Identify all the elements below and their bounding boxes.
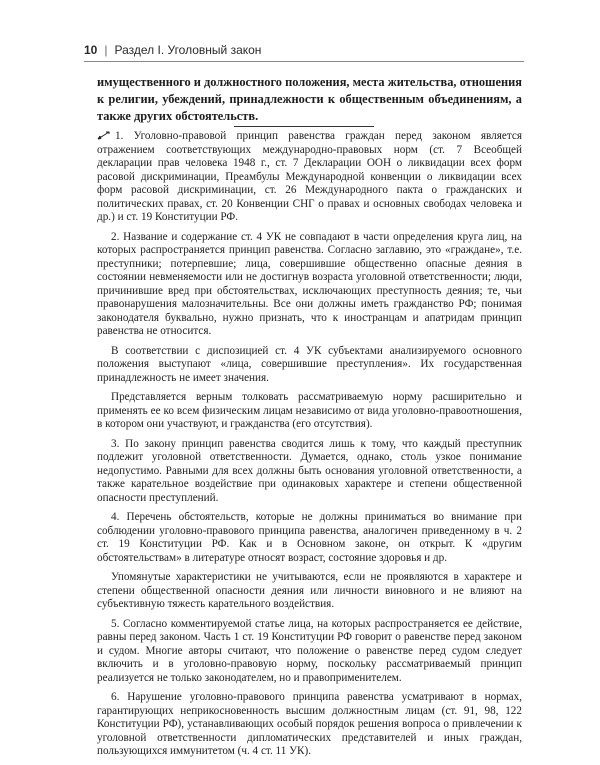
paragraph-1 [97,130,522,225]
header-separator: | [104,43,108,57]
paragraph-8: 5. Согласно комментируемой статье лица, на которых распространяется ее действие, равны перед законом. Часть 1 ст. 19 Конституции РФ говорит о равенстве перед законом и судом. Многие авторы считают, что положение о равенстве перед судом следует включить и в уголовно-правовую норму, поскольку рассматриваемый принцип реализуется не только законодателем, но и правоприменителем. [97,617,522,684]
paragraph-3: В соответствии с диспозицией ст. 4 УК субъектами анализируемого основного положения выступают «лица, совершившие преступления». Их государственная принадлежность не имеет значения. [97,344,522,384]
commentary-body [97,130,522,765]
paragraph-9: 6. Нарушение уголовно-правового принципа равенства усматривают в нормах, гарантирующих неприкосновенность высшим должностным лицам (ст. 91, 98, 122 Конституции РФ), устанавливающих особый порядок решения вопроса о привлечении к уголовной ответственности дипломатических представителей и иных граждан, пользующихся иммунитетом (ч. 4 ст. 11 УК). [97,691,522,757]
page-number: 10 [84,43,98,57]
paragraph-1-text: 1. Уголовно-правовой принцип равенства граждан перед законом является отражением соответствующих международно-правовых норм (ст. 7 Всеобщей декларации прав человека 1948 г., ст. 7 Декларации ООН о ликвидации всех форм расовой дискриминации, Преамбулы Международной конвенции о ликвидации всех форм расовой дискриминации, ст. 26 Международного пакта о гражданских и политических правах, ст. 20 Конвенции СНГ о правах и основных свободах человека и др.) и ст. 19 Конституции РФ. [97,130,522,223]
section-divider [234,126,374,127]
paragraph-2: 2. Название и содержание ст. 4 УК не совпадают в части определения круга лиц, на которых распространяется принцип равенства. Согласно заглавию, это «граждане», т.е. преступники; потерпевшие; лица, совершившие общественно опасные деяния в состоянии невменяемости или не достигнув возраста уголовной ответственности; люди, причинившие вред при обстоятельствах, исключающих преступность деяния; те, чьи правонарушения малозначительны. Все они должны иметь гражданство РФ; понимая законодателя буквально, нужно признать, что к иностранцам и апатридам принцип равенства не относится. [97,230,522,337]
paragraph-4: Представляется верным толковать рассматриваемую норму расширительно и применять ее ко всем физическим лицам независимо от вида уголовно-правоотношения, в котором они участвуют, и гражданства (его отсутствия). [97,391,522,430]
paragraph-7: Упомянутые характеристики не учитываются, если не проявляются в характере и степени общественной опасности деяния или личности виновного и не влияют на субъективную тяжесть карательного воздействия. [97,571,522,610]
paragraph-5: 3. По закону принцип равенства сводится лишь к тому, что каждый преступник подлежит уголовной ответственности. Думается, однако, столь узкое понимание недопустимо. Равными для всех должны быть основания уголовной ответственности, а также карательное воздействие при одинаковых характере и степени общественной опасности преступлений. [97,437,522,504]
header-rule [84,61,524,62]
pen-icon [97,131,111,140]
section-title: Раздел I. Уголовный закон [114,43,262,57]
paragraph-6: 4. Перечень обстоятельств, которые не должны приниматься во внимание при соблюдении уголовно-правового принципа равенства, аналогичен приведенному в ч. 2 ст. 19 Конституции РФ. Как и в Основном законе, он открыт. К «другим обстоятельствам» в литературе относят возраст, состояние здоровья и др. [97,511,522,564]
running-header [84,43,261,57]
lead-paragraph: имущественного и должностного положения, места жительства, отношения к религии, убеждений, принадлежности к общественным объединениям, а также других обстоятельств. [97,75,522,123]
